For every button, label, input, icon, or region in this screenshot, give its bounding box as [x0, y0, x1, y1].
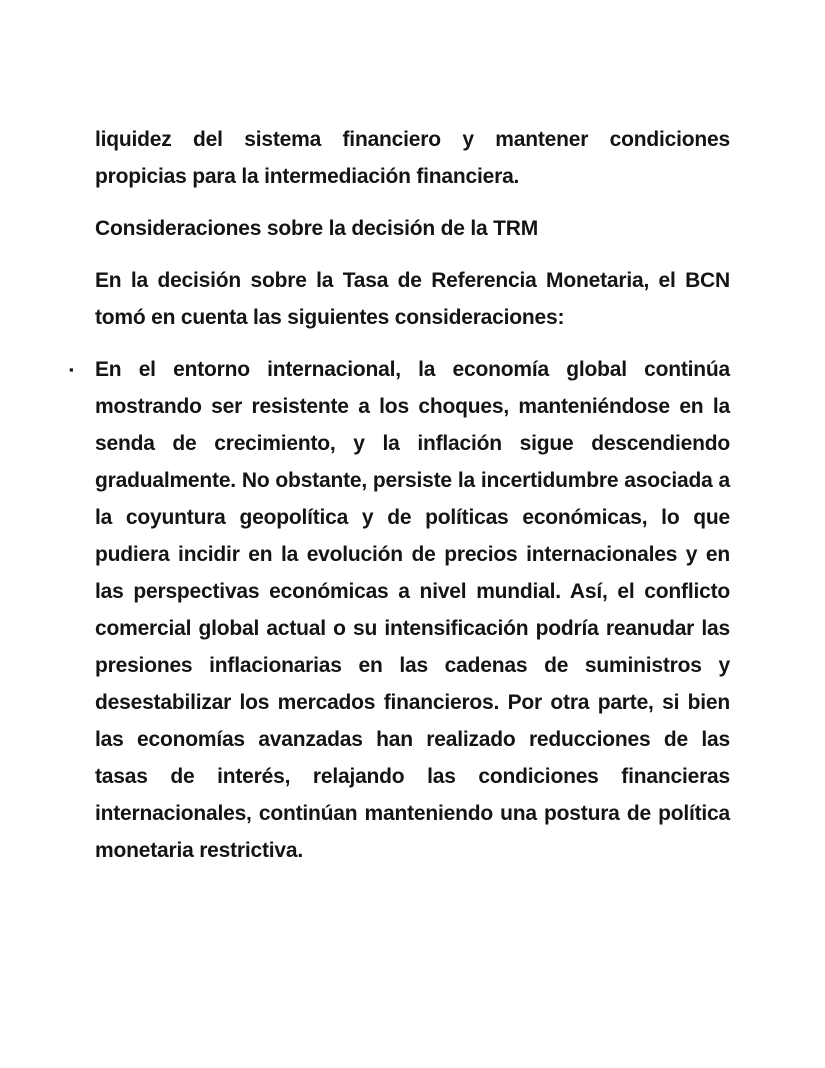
- square-bullet-icon: ▪: [69, 362, 74, 377]
- section-heading: Consideraciones sobre la decisión de la TRM: [95, 217, 539, 240]
- bullet-item: [69, 351, 730, 869]
- paragraph-intro: liquidez del sistema financiero y mantener condiciones propicias para la intermediación financiera.: [95, 128, 730, 188]
- bullet-text: En el entorno internacional, la economía global continúa mostrando ser resistente a los choques, manteniéndose en la senda de crecimiento, y la inflación sigue descendiendo gradualmente. No obstante, persiste la incertidumbre asociada a la coyuntura geopolítica y de políticas económicas, lo que pudiera incidir en la evolución de precios internacionales y en las perspectivas económicas a nivel mundial. Así, el conflicto comercial global actual o su intensificación podría reanudar las presiones inflacionarias en las cadenas de suministros y desestabilizar los mercados financieros. Por otra parte, si bien las economías avanzadas han realizado reducciones de las tasas de interés, relajando las condiciones financieras internacionales, continúan manteniendo una postura de política monetaria restrictiva.: [95, 358, 730, 862]
- page-content: [69, 0, 730, 869]
- paragraph-lead: En la decisión sobre la Tasa de Referencia Monetaria, el BCN tomó en cuenta las siguientes consideraciones:: [95, 269, 730, 329]
